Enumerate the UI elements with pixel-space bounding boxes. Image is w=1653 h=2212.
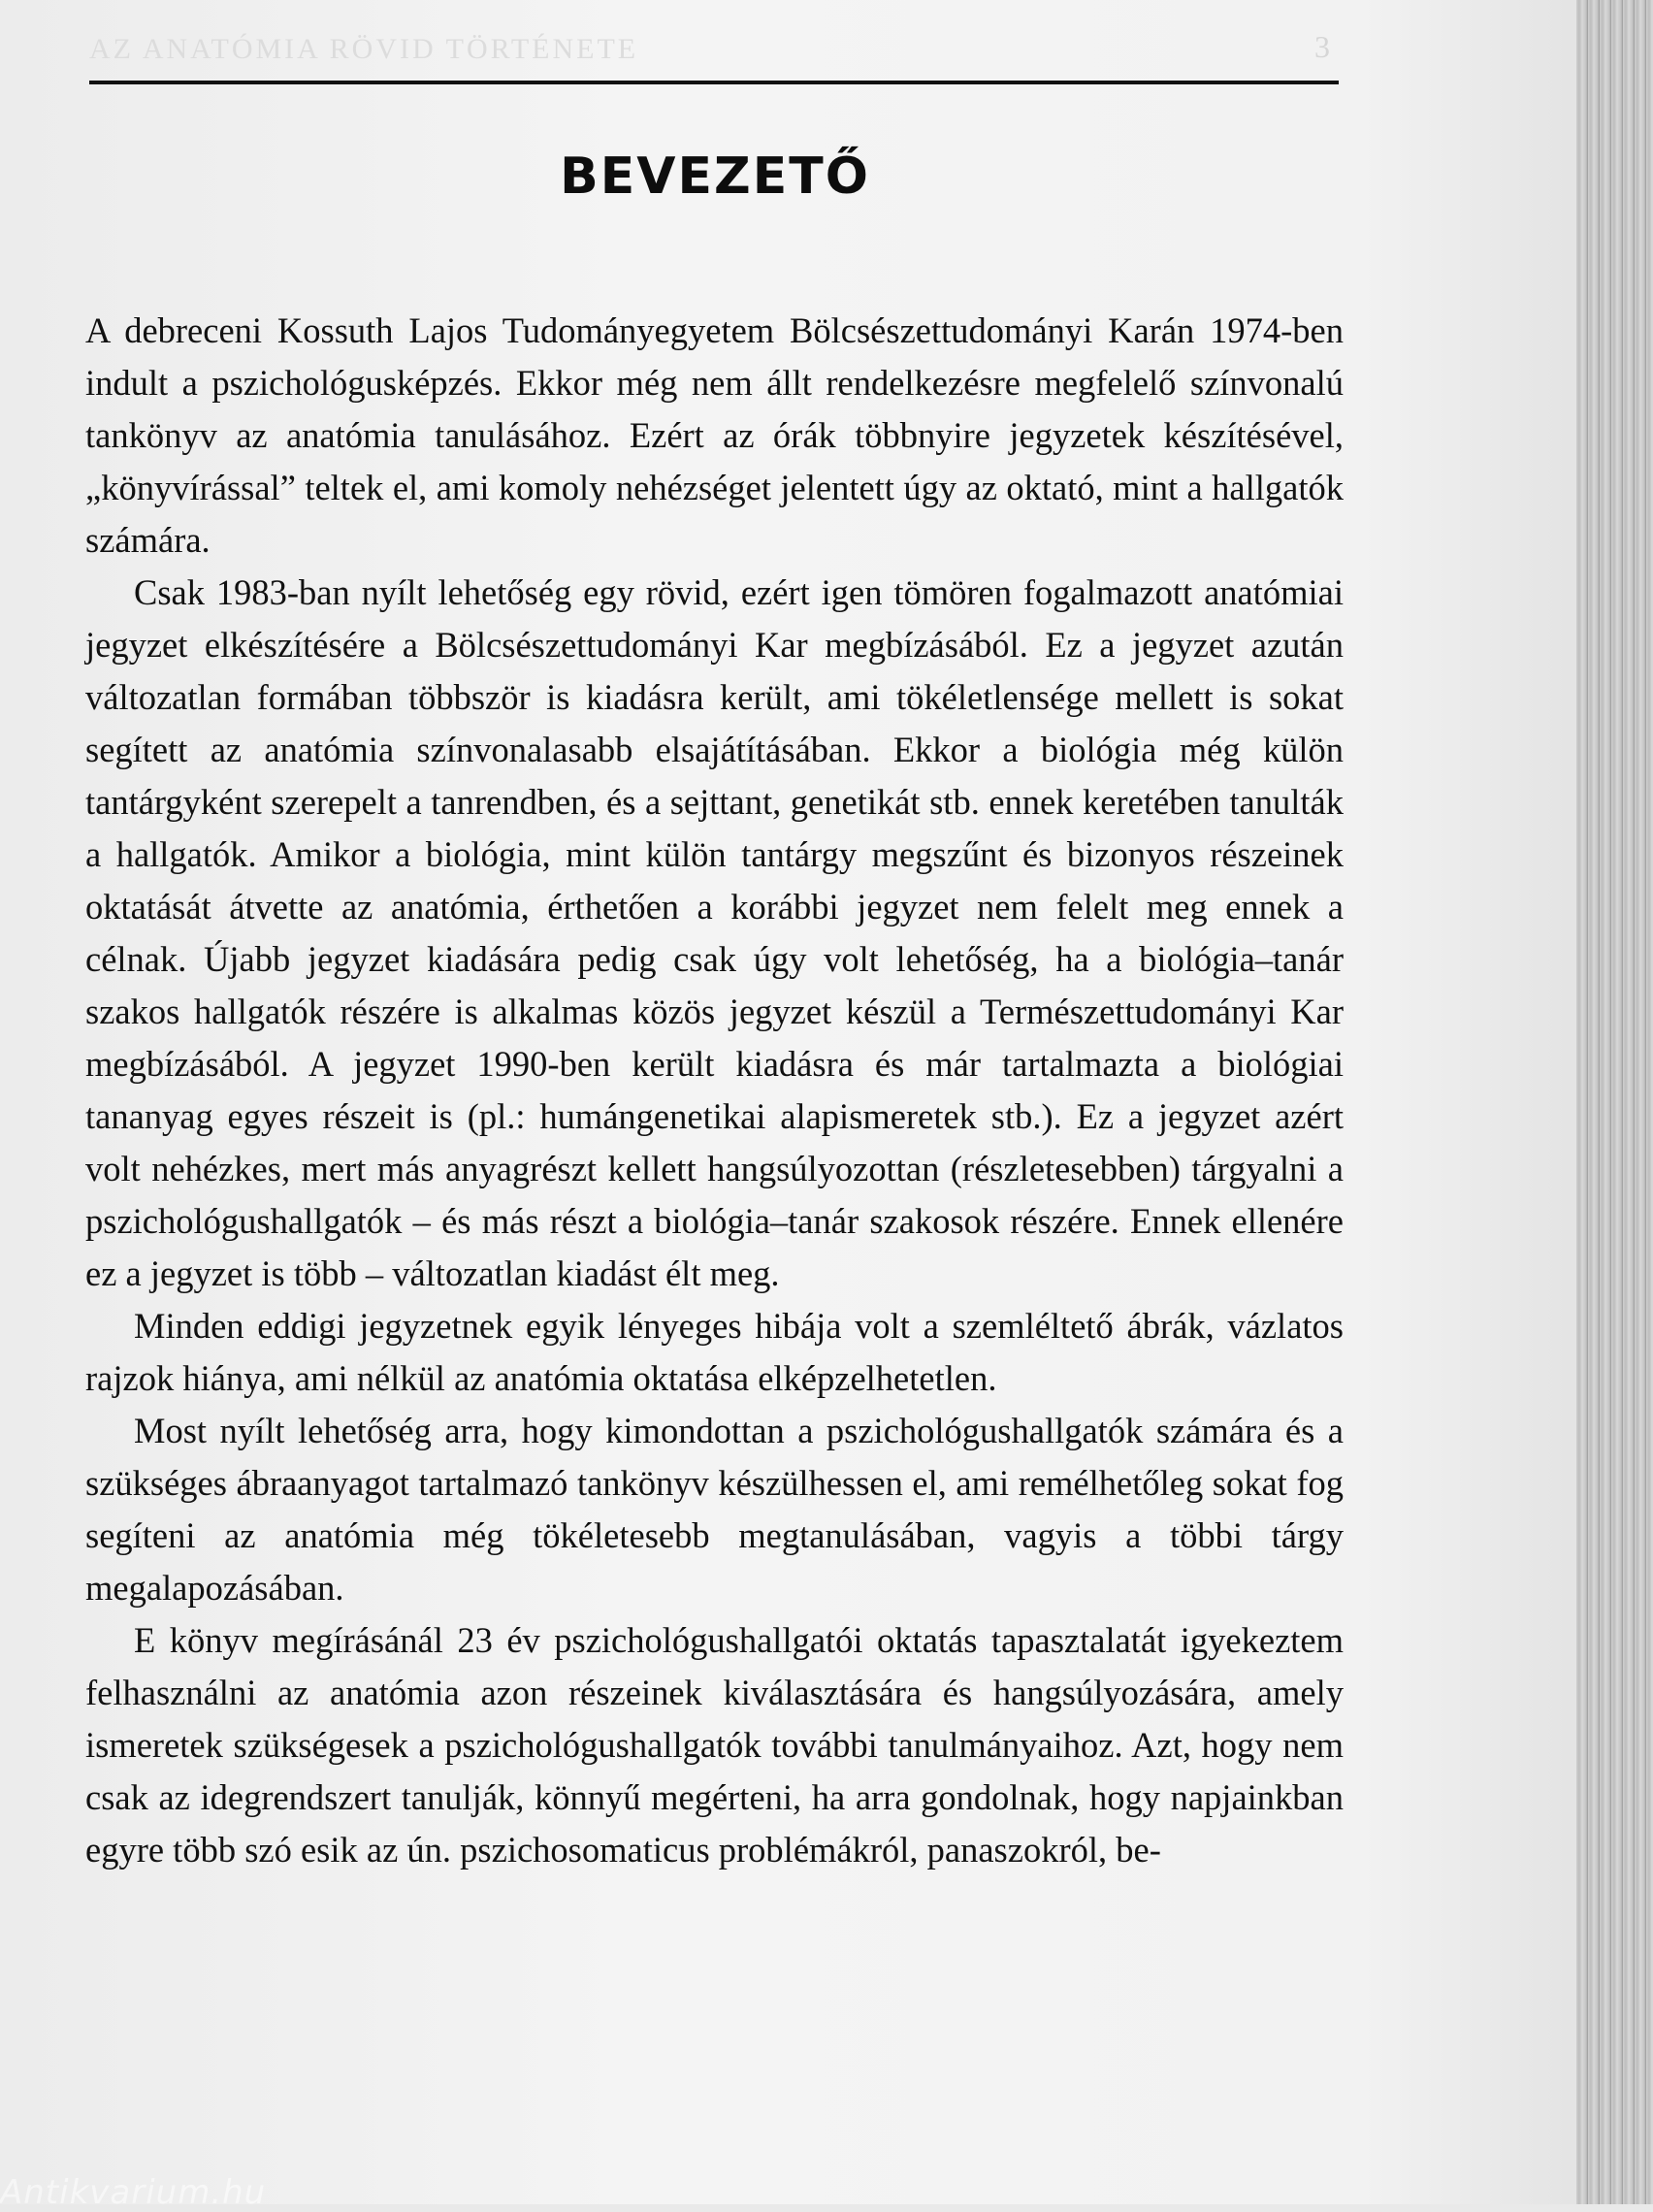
page-edge-stack: [1576, 0, 1653, 2204]
paragraph: Minden eddigi jegyzetnek egyik lényeges hibája volt a szemléltető ábrák, vázlatos rajzok hiánya, ami nélkül az anatómia oktatása elképzelhetetlen.: [85, 1306, 1344, 1398]
chapter-title: BEVEZETŐ: [560, 147, 870, 206]
header-rule: [89, 81, 1339, 84]
paragraph: Csak 1983-ban nyílt lehetőség egy rövid, ezért igen tömören fogalmazott anatómiai jegyzet elkészítésére a Bölcsészettudományi Kar megbízásából. Ez a jegyzet azután változatlan formában többször is kiadásra került, ami tökéletlensége mellett is sokat segített az anatómia színvonalasabb elsajátításában. Ekkor a biológia még külön tantárgyként szerepelt a tanrendben, és a sejttant, genetikát stb. ennek keretében tanulták a hallgatók. Amikor a biológia, mint külön tantárgy megszűnt és bizonyos részeinek oktatását átvette az anatómia, érthetően a korábbi jegyzet nem felelt meg ennek a célnak. Újabb jegyzet kiadására pedig csak úgy volt lehetőség, ha a biológia–tanár szakos hallgatók részére is alkalmas közös jegyzet készül a Természettudományi Kar megbízásából. A jegyzet 1990-ben került kiadásra és már tartalmazta a biológiai tananyag egyes részeit is (pl.: humángenetikai alapismeretek stb.). Ez a jegyzet azért volt nehézkes, mert más anyagrészt kellett hangsúlyozottan (részletesebben) tárgyalni a pszichológushallgatók – és más részt a biológia–tanár szakosok részére. Ennek ellenére ez a jegyzet is több – változatlan kiadást élt meg.: [85, 572, 1344, 1293]
paragraph: Most nyílt lehetőség arra, hogy kimondottan a pszichológushallgatók számára és a szükséges ábraanyagot tartalmazó tankönyv készülhessen el, ami remélhetőleg sokat fog segíteni az anatómia még tökéletesebb megtanulásában, vagyis a többi tárgy megalapozásában.: [85, 1411, 1344, 1608]
body-text: [85, 305, 1344, 1876]
paragraph: A debreceni Kossuth Lajos Tudományegyetem Bölcsészettudományi Karán 1974-ben indult a pszichológusképzés. Ekkor még nem állt rendelkezésre megfelelő színvonalú tankönyv az anatómia tanulásához. Ezért az órák többnyire jegyzetek készítésével, „könyvírással” teltek el, ami komoly nehézséget jelentett úgy az oktató, mint a hallgatók számára.: [85, 310, 1344, 560]
page-number: 3: [1314, 29, 1330, 64]
paragraph: E könyv megírásánál 23 év pszichológushallgatói oktatás tapasztalatát igyekeztem felhasználni az anatómia azon részeinek kiválasztására és hangsúlyozására, amely ismeretek szükségesek a pszichológushallgatók további tanulmányaihoz. Azt, hogy nem csak az idegrendszert tanulják, könnyű megérteni, ha arra gondolnak, hogy napjainkban egyre több szó esik az ún. pszichosomaticus problémákról, panaszokról, be-: [85, 1620, 1344, 1870]
running-head: AZ ANATÓMIA RÖVID TÖRTÉNETE: [89, 33, 639, 65]
watermark: Antikvarium.hu: [0, 2173, 267, 2212]
